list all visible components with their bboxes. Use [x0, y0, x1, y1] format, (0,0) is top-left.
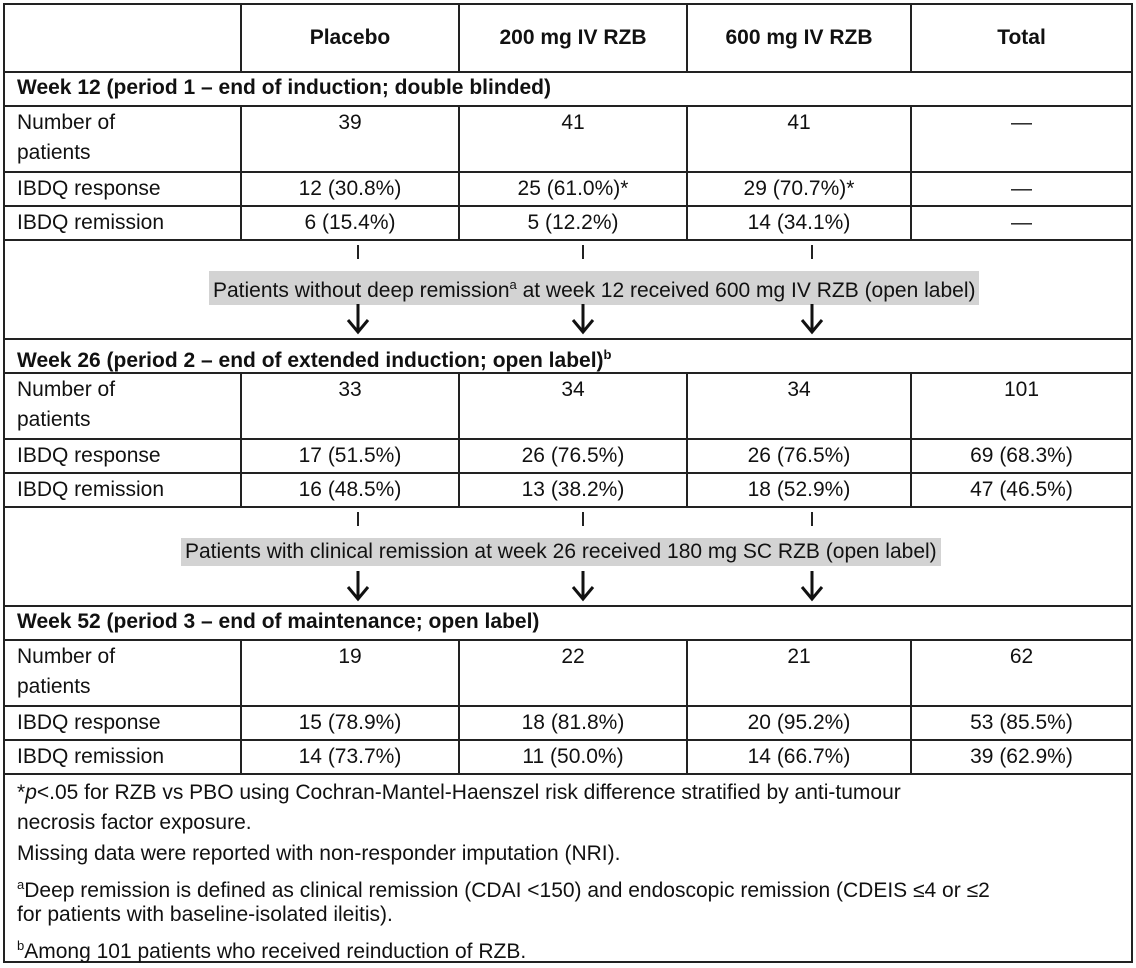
cell-s3-remission-200mg: 11 (50.0%) — [522, 745, 624, 768]
row-label-patients-line1: Number of — [17, 378, 116, 401]
divider — [458, 372, 460, 506]
divider — [458, 105, 460, 239]
cell-s3-remission-total: 39 (62.9%) — [970, 745, 1073, 768]
footnote-deep-remission-line2: for patients with baseline-isolated ileitis). — [17, 903, 393, 926]
down-arrow-icon — [568, 569, 598, 608]
down-arrow-icon — [797, 302, 827, 341]
down-arrow-icon — [343, 569, 373, 608]
down-arrow-icon — [797, 569, 827, 608]
cell-s1-response-600mg: 29 (70.7%)* — [743, 177, 855, 200]
transition-banner-2: Patients with clinical remission at week 26 received 180 mg SC RZB (open label) — [181, 538, 941, 566]
cell-s1-patients-200mg: 41 — [561, 111, 585, 134]
divider — [686, 5, 688, 71]
cell-s3-patients-total: 62 — [1009, 645, 1034, 668]
divider — [240, 372, 242, 506]
row-label-patients-line1: Number of — [17, 645, 116, 668]
row-label-patients-line2: patients — [17, 141, 91, 164]
row-label-patients-line1: Number of — [17, 111, 116, 134]
cell-s2-remission-placebo: 16 (48.5%) — [298, 478, 402, 501]
divider — [357, 245, 359, 259]
divider — [5, 506, 1131, 508]
col-header-placebo: Placebo — [309, 26, 391, 49]
cell-s3-remission-600mg: 14 (66.7%) — [747, 745, 851, 768]
cell-s2-response-total: 69 (68.3%) — [970, 444, 1073, 467]
cell-s2-patients-600mg: 34 — [787, 378, 811, 401]
cell-s2-patients-placebo: 33 — [338, 378, 362, 401]
divider — [240, 105, 242, 239]
row-label-response: IBDQ response — [17, 711, 161, 734]
cell-s1-remission-600mg: 14 (34.1%) — [747, 211, 851, 234]
cell-s2-remission-600mg: 18 (52.9%) — [747, 478, 851, 501]
row-label-remission: IBDQ remission — [17, 478, 165, 501]
divider — [686, 372, 688, 506]
cell-s2-response-placebo: 17 (51.5%) — [298, 444, 402, 467]
cell-s1-remission-placebo: 6 (15.4%) — [304, 211, 396, 234]
cell-s3-patients-200mg: 22 — [561, 645, 585, 668]
divider — [240, 639, 242, 773]
footnote-significance-line2: necrosis factor exposure. — [17, 811, 252, 834]
footnote-reinduction: $^b$Among 101 patients who received reinduction of RZB. — [17, 938, 527, 963]
cell-s3-response-200mg: 18 (81.8%) — [521, 711, 625, 734]
row-label-response: IBDQ response — [17, 444, 161, 467]
section-title-week12: Week 12 (period 1 – end of induction; double blinded) — [17, 76, 551, 99]
divider — [910, 5, 912, 71]
cell-s2-response-200mg: 26 (76.5%) — [521, 444, 625, 467]
cell-s2-response-600mg: 26 (76.5%) — [747, 444, 851, 467]
col-header-200mg: 200 mg IV RZB — [499, 26, 647, 49]
row-label-patients-line2: patients — [17, 675, 91, 698]
footnote-deep-remission-line1: $^a$Deep remission is defined as clinical remission (CDAI <150) and endoscopic remission (CDEIS ≤4 or ≤2 — [17, 877, 990, 902]
down-arrow-icon — [568, 302, 598, 341]
cell-s2-remission-total: 47 (46.5%) — [970, 478, 1073, 501]
cell-s3-remission-placebo: 14 (73.7%) — [298, 745, 402, 768]
cell-s2-patients-total: 101 — [1003, 378, 1040, 401]
divider — [240, 5, 242, 71]
divider — [5, 773, 1131, 775]
divider — [582, 245, 584, 259]
row-label-remission: IBDQ remission — [17, 745, 165, 768]
footnote-missing-data: Missing data were reported with non-responder imputation (NRI). — [17, 842, 621, 865]
cell-s1-response-placebo: 12 (30.8%) — [298, 177, 402, 200]
divider — [811, 512, 813, 526]
cell-s1-remission-total: — — [1011, 211, 1032, 234]
row-label-remission: IBDQ remission — [17, 211, 165, 234]
divider — [458, 639, 460, 773]
col-header-600mg: 600 mg IV RZB — [725, 26, 873, 49]
divider — [686, 639, 688, 773]
cell-s1-response-200mg: 25 (61.0%)* — [517, 177, 629, 200]
cell-s1-patients-placebo: 39 — [338, 111, 362, 134]
section-title-week52: Week 52 (period 3 – end of maintenance; open label) — [17, 610, 540, 633]
col-header-total: Total — [997, 26, 1046, 49]
divider — [910, 105, 912, 239]
efficacy-table — [3, 3, 1133, 963]
cell-s3-response-600mg: 20 (95.2%) — [747, 711, 851, 734]
divider — [582, 512, 584, 526]
cell-s3-patients-600mg: 21 — [787, 645, 811, 668]
divider — [910, 372, 912, 506]
cell-s2-remission-200mg: 13 (38.2%) — [521, 478, 625, 501]
cell-s1-remission-200mg: 5 (12.2%) — [527, 211, 619, 234]
divider — [686, 105, 688, 239]
cell-s2-patients-200mg: 34 — [561, 378, 585, 401]
transition-banner-1: Patients without deep remission$^a$ at week 12 received 600 mg IV RZB (open label) — [209, 271, 979, 305]
down-arrow-icon — [343, 302, 373, 341]
divider — [5, 239, 1131, 241]
cell-s1-response-total: — — [1011, 177, 1032, 200]
divider — [458, 5, 460, 71]
section-title-week26: Week 26 (period 2 – end of extended induction; open label)$^b$ — [17, 347, 612, 372]
cell-s3-response-placebo: 15 (78.9%) — [298, 711, 402, 734]
cell-s3-response-total: 53 (85.5%) — [970, 711, 1073, 734]
footnote-significance-line1: *p<.05 for RZB vs PBO using Cochran-Mantel-Haenszel risk difference stratified by anti-tumour — [17, 781, 901, 804]
row-label-patients-line2: patients — [17, 408, 91, 431]
divider — [357, 512, 359, 526]
row-label-response: IBDQ response — [17, 177, 161, 200]
cell-s1-patients-600mg: 41 — [787, 111, 811, 134]
cell-s1-patients-total: — — [1011, 111, 1032, 134]
divider — [910, 639, 912, 773]
cell-s3-patients-placebo: 19 — [338, 645, 362, 668]
divider — [811, 245, 813, 259]
